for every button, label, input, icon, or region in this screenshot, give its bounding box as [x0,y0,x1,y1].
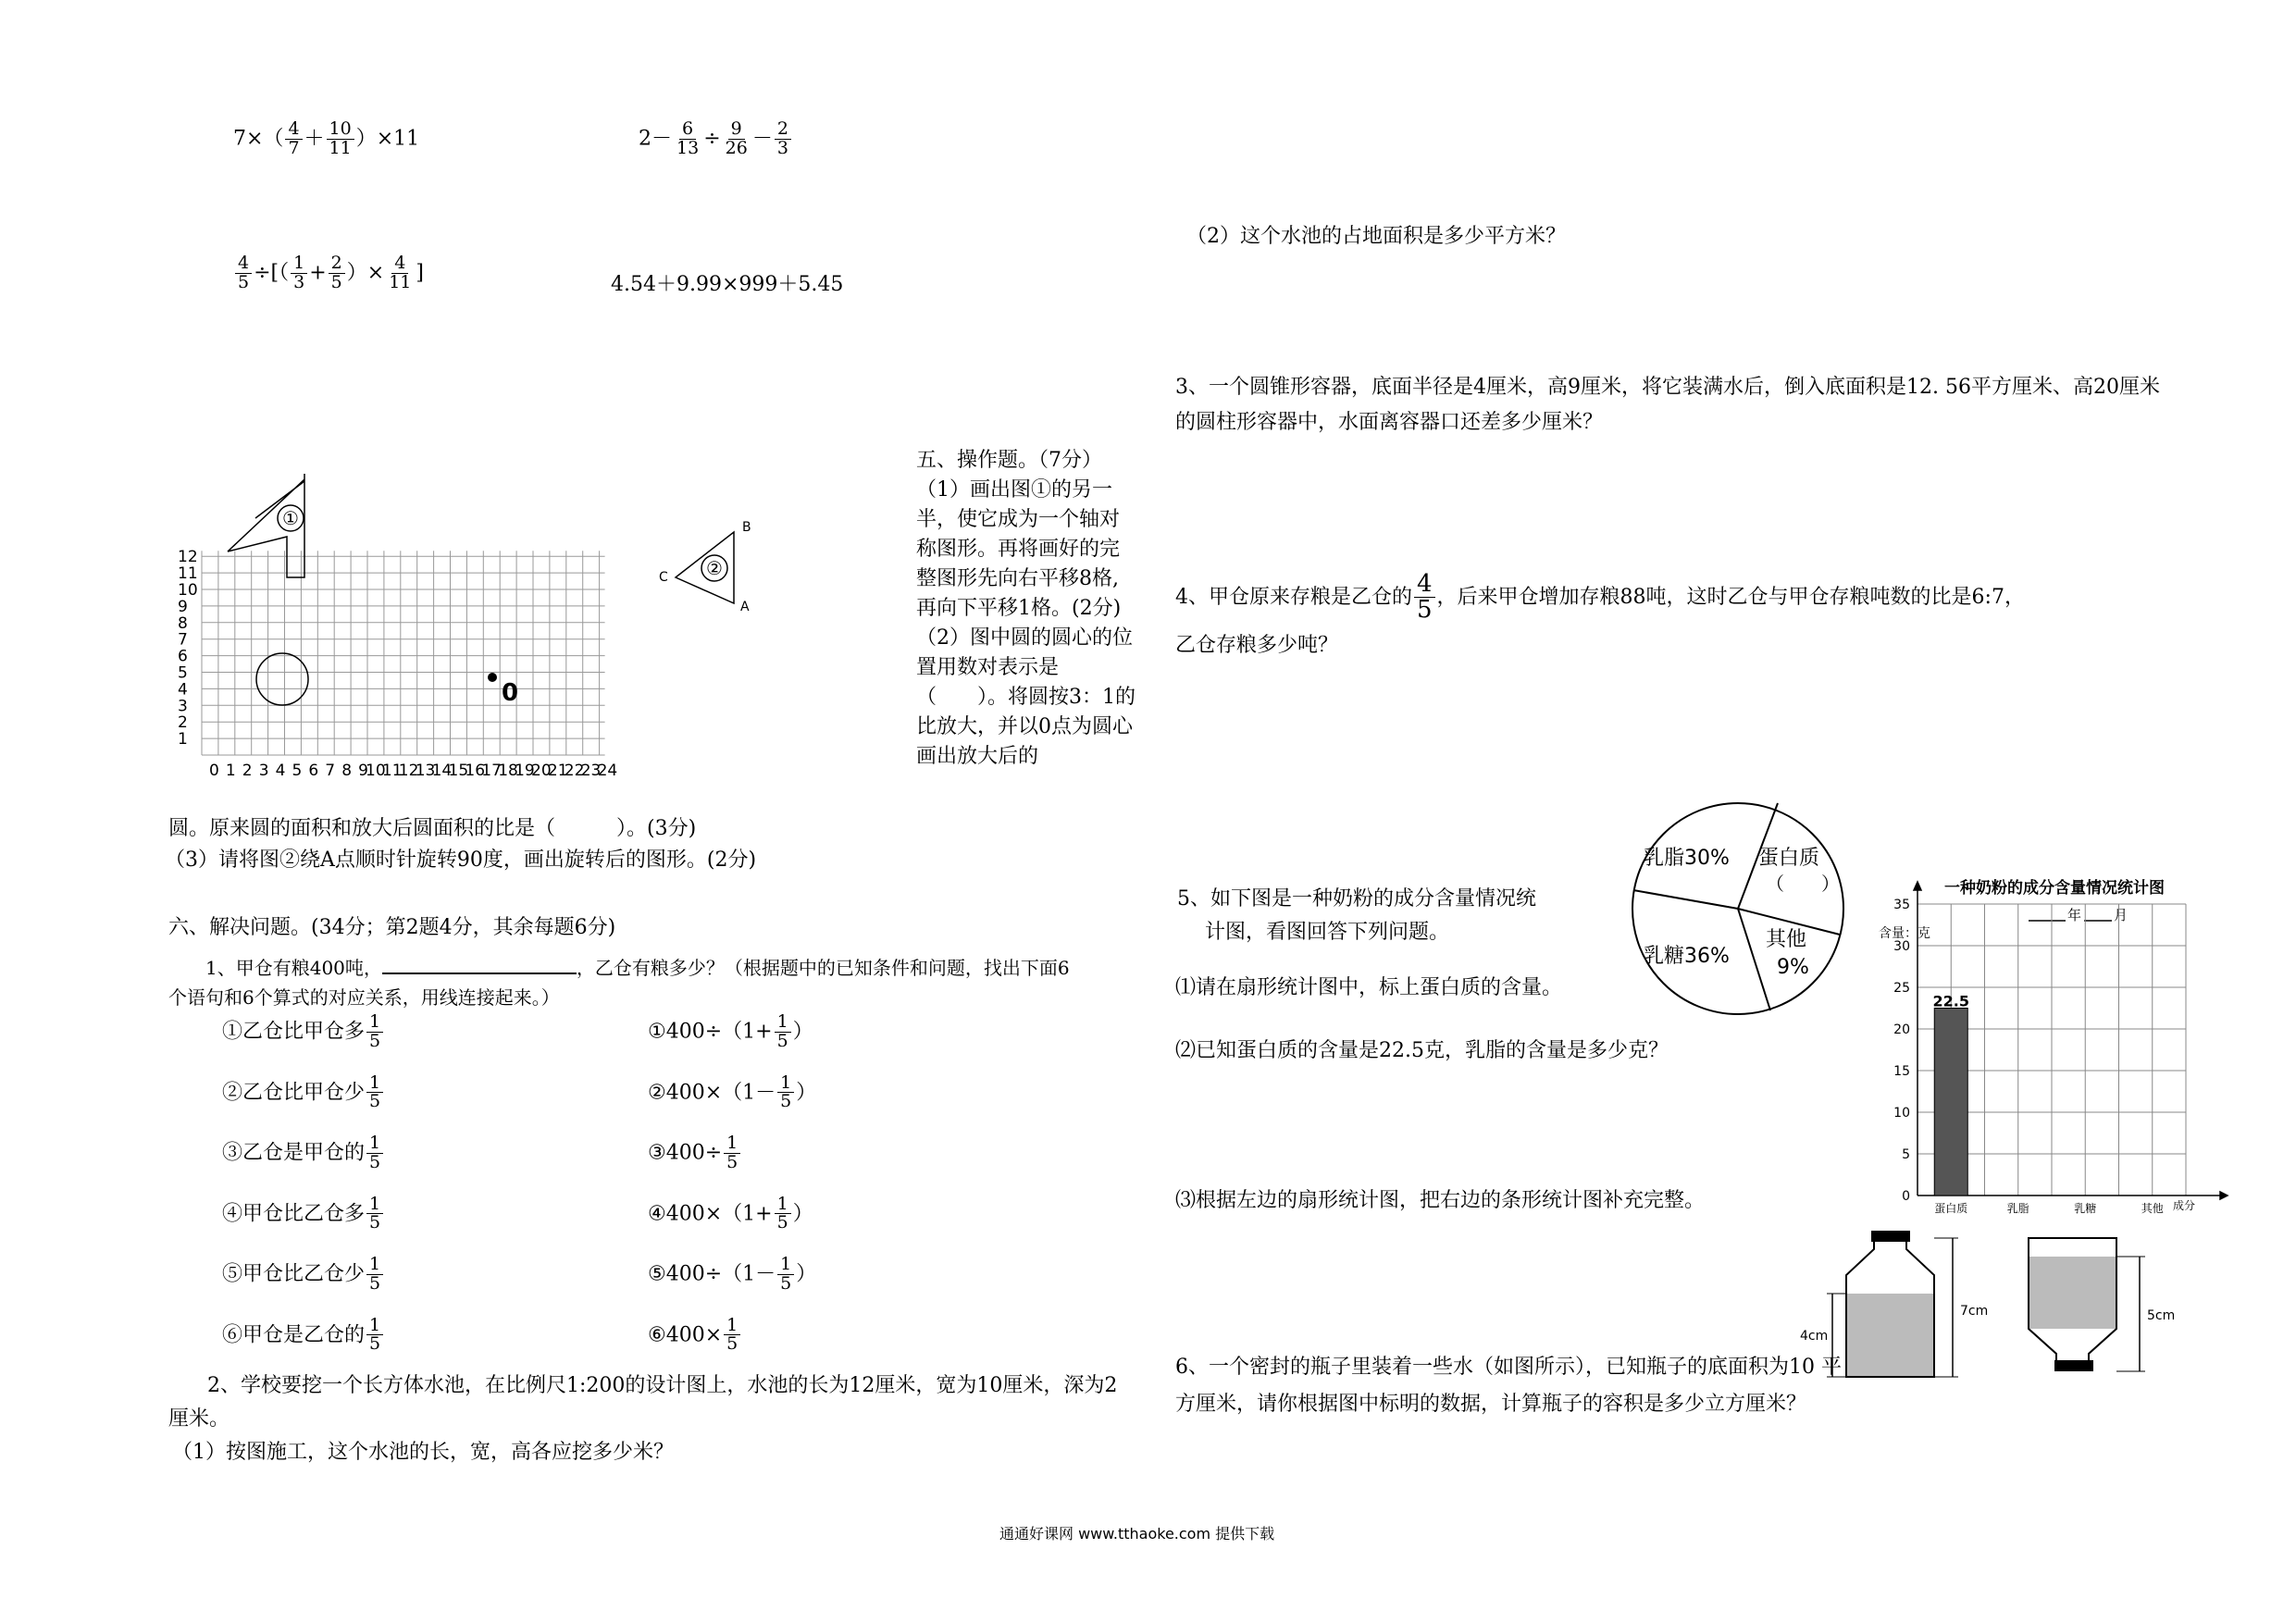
grid-y-label: 4 [178,680,188,700]
grid-y-label: 7 [178,630,188,650]
section-5-q2: （2）图中圆的圆心的位置用数对表示是（ ）。将圆按3：1的比放大，并以0点为圆心画出放大后的 [916,626,1136,768]
grid-x-label: 20 [531,762,552,780]
match-left-item[interactable]: ⑥甲仓是乙仓的 $\frac{1}{5}$ [222,1317,385,1355]
section-5-q2-cont: 圆。原来圆的面积和放大后圆面积的比是（ ）。(3分) [168,817,697,840]
grid-x-label: 13 [415,762,436,780]
chart-month-label: 月 [2114,907,2128,923]
match-left-item[interactable]: ③乙仓是甲仓的 $\frac{1}{5}$ [222,1134,385,1172]
bar-chart [1851,870,2240,1221]
grid-x-label: 18 [498,762,518,780]
bar-y-tick: 25 [1893,981,1910,996]
problem-2-q2: （2）这个水池的占地面积是多少平方米？ [1186,225,1566,248]
bar-chart-title: 一种奶粉的成分含量情况统计图 [1944,879,2165,898]
point-c-label: C [659,570,668,585]
problem-5-q2: ⑵已知蛋白质的含量是22.5克，乳脂的含量是多少克？ [1175,1039,1669,1062]
bar-data-label: 22.5 [1932,992,1969,1010]
problem-6: 6、一个密封的瓶子里装着一些水（如图所示），已知瓶子的底面积为10 平方厘米，请你根据图中标明的数据，计算瓶子的容积是多少立方厘米？ [1175,1356,1842,1416]
grid-x-label: 14 [431,762,453,780]
point-o [488,673,497,682]
problem-5-q3: ⑶根据左边的扇形统计图，把右边的条形统计图补充完整。 [1175,1189,1706,1212]
grid-y-label: 1 [178,730,188,750]
match-left-item[interactable]: ①乙仓比甲仓多 $\frac{1}{5}$ [222,1013,385,1051]
match-right-item[interactable]: ④400×（1+ $\frac{1}{5}$ ） [648,1193,813,1233]
grid-y-label: 11 [178,564,198,584]
bar-x-tick: 蛋白质 [1934,1202,1968,1215]
problem-3: 3、一个圆锥形容器，底面半径是4厘米，高9厘米，将它装满水后，倒入底面积是12. 56平方厘米、高20厘米的圆柱形容器中，水面离容器口还差多少厘米？ [1175,376,2160,434]
pie-slice-label-protein: 蛋白质 [1758,847,1820,870]
grid-y-label: 5 [178,663,188,683]
bar-y-tick: 30 [1893,939,1910,954]
problem-5-line1: 5、如下图是一种奶粉的成分含量情况统 [1177,887,1536,911]
grid-y-label: 8 [178,613,188,633]
grid-y-label: 10 [178,581,198,600]
grid-x-label: 17 [481,762,502,780]
grid-x-label: 3 [258,762,269,780]
pie-chart [1627,798,1849,1020]
problem-2: 2、学校要挖一个长方体水池，在比例尺1:200的设计图上，水池的长为12厘米，宽为10厘米，深为2厘米。 [168,1374,1118,1431]
grid-y-label: 2 [178,713,188,733]
bottle-water-height-label: 4cm [1800,1329,1829,1344]
bar-x-tick: 其他 [2141,1202,2164,1215]
problem-4-line2: 乙仓存粮多少吨？ [1175,634,1339,657]
bottle-inverted [2029,1238,2175,1371]
shape-2-label: ② [706,557,723,579]
grid-x-label: 6 [308,762,319,780]
match-right-item[interactable]: ⑥400× $\frac{1}{5}$ [648,1317,742,1355]
expr-3: $\frac{4}{5}$ ÷[（ $\frac{1}{3}$ + $\frac{2}{5}$ ）× $\frac{4}{11}$ ] [233,254,424,292]
coordinate-grid [176,437,888,784]
problem-2-q1: （1）按图施工，这个水池的长，宽，高各应挖多少米？ [172,1441,674,1464]
grid-x-label: 21 [547,762,568,780]
grid-x-label: 8 [341,762,353,780]
bottle-diagram [1795,1229,2258,1386]
bar-y-tick: 35 [1893,898,1910,912]
grid-x-label: 2 [242,762,253,780]
problem-5-line2: 计图，看图回答下列问题。 [1205,921,1450,944]
match-left-item[interactable]: ②乙仓比甲仓少 $\frac{1}{5}$ [222,1074,385,1112]
grid-x-label: 22 [564,762,585,780]
grid-x-label: 5 [292,762,303,780]
problem-1-blank[interactable] [382,973,577,974]
bar-y-tick: 5 [1902,1147,1910,1162]
match-right-item[interactable]: ③400÷ $\frac{1}{5}$ [648,1134,742,1172]
bar-y-tick: 15 [1893,1064,1910,1079]
expr-4: 4.54＋9.99×999＋5.45 [611,273,844,296]
circle-shape [256,653,308,705]
expr-2: 2－ $\frac{6}{13}$ ÷ $\frac{9}{26}$ － $\frac{2}{3}$ [639,120,793,158]
pie-slice-protein-blank: （ ） [1766,873,1840,895]
problem-1-line1: 1、甲仓有粮400吨， ，乙仓有粮多少？（根据题中的已知条件和问题，找出下面6 [205,957,1070,979]
bottle-upright [1800,1231,1988,1377]
pie-slice-label-lactose: 乳糖36% [1644,945,1730,968]
match-left-item[interactable]: ⑤甲仓比乙仓少 $\frac{1}{5}$ [222,1256,385,1294]
grid-y-label: 6 [178,647,188,666]
pie-slice-value-other: 9% [1777,956,1809,979]
section-5-q3: （3）请将图②绕A点顺时针旋转90度，画出旋转后的图形。(2分) [165,849,757,872]
section-5-title: 五、操作题。（7分） [916,449,1102,472]
grid-x-label: 1 [225,762,236,780]
grid-x-label: 0 [209,762,219,780]
grid-x-label: 10 [366,762,386,780]
bar-x-tick: 乳糖 [2074,1202,2097,1215]
grid-x-label: 7 [325,762,336,780]
section-6-title: 六、解决问题。(34分；第2题4分，其余每题6分) [168,916,616,939]
bottle-air-height-label: 5cm [2147,1308,2176,1323]
shape-1-label: ① [282,507,299,529]
grid-x-label: 19 [515,762,535,780]
match-right-item[interactable]: ⑤400÷（1－ $\frac{1}{5}$ ） [648,1254,817,1294]
grid-x-label: 15 [448,762,469,780]
match-left-item[interactable]: ④甲仓比乙仓多 $\frac{1}{5}$ [222,1196,385,1233]
shape-2 [676,532,734,603]
point-b-label: B [742,520,751,535]
bar-y-tick: 20 [1893,1022,1910,1037]
problem-5-q1: ⑴请在扇形统计图中，标上蛋白质的含量。 [1175,976,1563,999]
point-a-label: A [740,600,750,614]
grid-x-label: 4 [275,762,286,780]
section-5-q1: （1）画出图①的另一半，使它成为一个轴对称图形。再将画好的完整图形先向右平移8格,再向下平移1格。(2分) [916,478,1122,620]
grid-y-label: 3 [178,697,188,716]
bar-x-tick: 乳脂 [2006,1202,2029,1215]
chart-year-label: 年 [2067,907,2082,923]
grid-x-label: 23 [580,762,602,780]
grid-y-label: 9 [178,597,188,616]
point-o-label: 0 [502,679,519,707]
pie-slice-label-milkfat: 乳脂30% [1644,847,1730,870]
bottle-height-label: 7cm [1960,1304,1989,1319]
bar-mark [1934,1009,1967,1196]
grid-x-label: 16 [465,762,486,780]
footer: 通通好课网 www.tthaoke.com 提供下载 [999,1525,1275,1542]
pie-slice-label-other: 其他 [1766,928,1807,951]
section-5 [916,446,1138,772]
grid-x-label: 12 [398,762,419,780]
problem-1-line2: 个语句和6个算式的对应关系，用线连接起来。） [168,986,560,1009]
bar-chart-xlabel: 成分 [2173,1199,2196,1212]
bar-chart-ylabel: 含量：克 [1879,926,1930,941]
grid-x-label: 24 [597,762,618,780]
match-right-item[interactable]: ①400÷（1+ $\frac{1}{5}$ ） [648,1011,813,1051]
expr-1: 7×（ $\frac{4}{7}$ ＋ $\frac{10}{11}$ ）×11 [233,118,420,158]
grid-x-label: 11 [381,762,403,780]
match-right-item[interactable]: ②400×（1－ $\frac{1}{5}$ ） [648,1072,817,1112]
problem-4-line1: 4、甲仓原来存粮是乙仓的 $\frac{4}{5}$ ，后来甲仓增加存粮88吨，这时乙仓与甲仓存粮吨数的比是6:7， [1175,570,2025,625]
bar-y-tick: 10 [1893,1106,1910,1121]
bar-y-tick: 0 [1902,1189,1910,1204]
grid-x-label: 9 [358,762,368,780]
grid-y-label: 12 [178,548,198,567]
